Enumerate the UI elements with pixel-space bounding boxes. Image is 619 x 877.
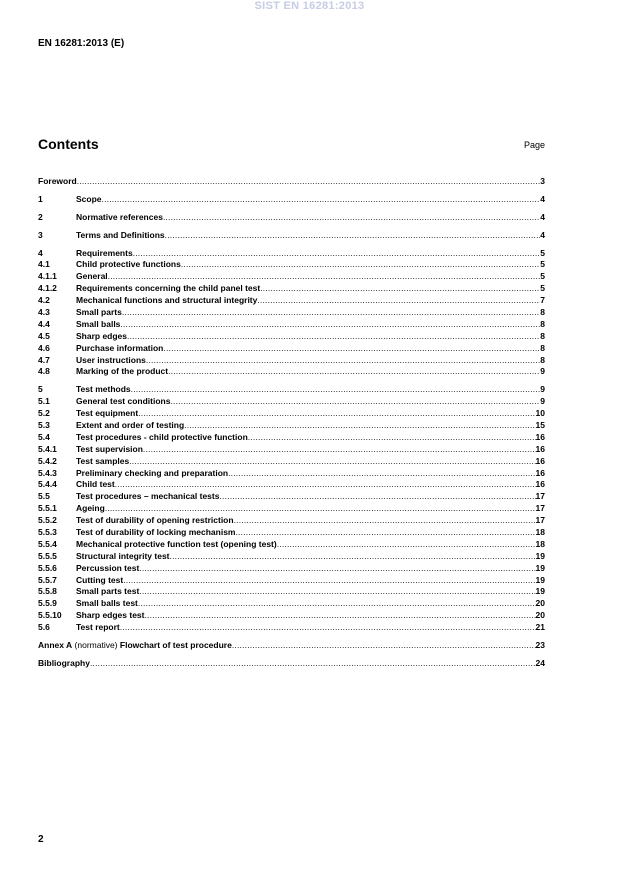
toc-leader (248, 432, 536, 444)
toc-entry-title: Test procedures – mechanical tests (76, 491, 220, 502)
toc-entry-number: 3 (38, 229, 43, 240)
toc-entry-page: 5 (540, 283, 545, 294)
toc-entry-title: Preliminary checking and preparation (76, 467, 229, 478)
toc-entry-number: 5.2 (38, 408, 50, 419)
toc-entry[interactable] (38, 456, 545, 468)
toc-entry-title: Test of durability of opening restriction (76, 515, 234, 526)
toc-entry-page: 16 (535, 479, 545, 490)
toc-entry-number: 4.2 (38, 295, 50, 306)
toc-entry-title: Structural integrity test (76, 550, 170, 561)
toc-entry[interactable] (38, 194, 545, 206)
toc-entry-page: 9 (540, 384, 545, 395)
toc-entry-page: 16 (535, 431, 545, 442)
toc-leader (257, 295, 540, 307)
toc-entry-number: 5 (38, 384, 43, 395)
toc-entry[interactable] (38, 295, 545, 307)
toc-entry-page: 4 (540, 229, 545, 240)
toc-entry-number: 4.1 (38, 259, 50, 270)
toc-leader (129, 456, 535, 468)
toc-entry[interactable] (38, 587, 545, 599)
toc-entry-title: Test equipment (76, 408, 139, 419)
toc-entry[interactable] (38, 319, 545, 331)
toc-entry-title: Small parts (76, 307, 122, 317)
toc-leader (120, 622, 536, 634)
toc-leader (108, 271, 541, 283)
toc-leader (102, 194, 541, 206)
toc-leader (105, 503, 536, 515)
toc-entry-title: Purchase information (76, 342, 164, 353)
toc-entry-number: 1 (38, 193, 43, 204)
toc-entry-annex-a[interactable] (38, 640, 545, 652)
toc-entry-title: Test samples (76, 455, 130, 466)
toc-entry-page: 5 (540, 247, 545, 258)
toc-entry-number: 5.5.4 (38, 538, 57, 549)
toc-entry[interactable] (38, 444, 545, 456)
toc-entry[interactable] (38, 432, 545, 444)
toc-entry-page: 8 (540, 318, 545, 329)
toc-entry[interactable] (38, 259, 545, 271)
toc-entry-page: 7 (540, 295, 545, 306)
toc-entry-page: 20 (535, 598, 545, 609)
toc-leader (232, 640, 536, 652)
toc-entry-number: 5.3 (38, 420, 50, 431)
toc-entry[interactable] (38, 575, 545, 587)
toc-leader (133, 248, 541, 260)
toc-leader (90, 658, 536, 670)
toc-entry-page: 5 (540, 259, 545, 270)
toc-entry[interactable] (38, 515, 545, 527)
toc-entry-number: 5.4.4 (38, 479, 57, 490)
toc-entry-page: 24 (535, 657, 545, 668)
toc-leader (145, 610, 536, 622)
contents-title: Contents (38, 136, 99, 152)
toc-entry-number: 4.3 (38, 307, 50, 317)
toc-entry-number: 4.7 (38, 354, 50, 365)
toc-entry-title: Marking of the product (76, 366, 169, 377)
toc-entry-title: Test procedures - child protective function (76, 431, 248, 442)
toc-entry-page: 9 (540, 366, 545, 377)
toc-entry-number: 4.4 (38, 318, 50, 329)
toc-leader (168, 366, 540, 378)
toc-entry[interactable] (38, 551, 545, 563)
toc-entry-page: 4 (540, 193, 545, 204)
toc-entry-title: Small balls test (76, 598, 138, 609)
toc-leader (170, 396, 540, 408)
toc-entry[interactable] (38, 408, 545, 420)
toc-entry-number: 4.6 (38, 342, 50, 353)
toc-entry[interactable] (38, 420, 545, 432)
toc-leader (122, 307, 540, 319)
toc-leader (143, 444, 536, 456)
toc-entry[interactable] (38, 622, 545, 634)
toc-entry-title: Bibliography (38, 657, 90, 668)
toc-entry[interactable] (38, 384, 545, 396)
toc-entry-page: 15 (535, 420, 545, 431)
toc-leader (120, 319, 540, 331)
toc-entry-title: Annex A (normative) Flowchart of test procedure (38, 640, 232, 651)
toc-leader (163, 343, 540, 355)
watermark: SIST EN 16281:2013 (254, 0, 365, 12)
toc-leader (170, 551, 536, 563)
toc-entry[interactable] (38, 479, 545, 491)
toc-leader (123, 575, 535, 587)
toc-entry-number: 5.5.8 (38, 586, 57, 597)
toc-entry[interactable] (38, 343, 545, 355)
toc-entry-number: 5.5.3 (38, 527, 57, 538)
toc-entry-number: 2 (38, 211, 43, 222)
toc-leader (219, 491, 535, 503)
toc-entry-number: 4.1.1 (38, 271, 57, 282)
toc-entry-number: 5.5 (38, 491, 50, 502)
toc-entry-title: Ageing (76, 503, 105, 514)
toc-entry-number: 4.1.2 (38, 283, 57, 294)
toc-entry-page: 10 (535, 408, 545, 419)
toc-entry-page: 17 (535, 491, 545, 502)
document-id: EN 16281:2013 (E) (38, 38, 125, 49)
toc-entry-title: Test report (76, 622, 120, 633)
toc-entry-title: Child protective functions (76, 259, 181, 270)
toc-entry-page: 8 (540, 342, 545, 353)
toc-entry-title: Requirements concerning the child panel test (76, 283, 261, 294)
toc-entry[interactable] (38, 503, 545, 515)
toc-entry-number: 4.5 (38, 330, 50, 341)
toc-entry-number: 5.4.2 (38, 455, 57, 466)
toc-entry-title: Test supervision (76, 443, 143, 454)
toc-entry[interactable] (38, 283, 545, 295)
toc-entry-number: 5.4.3 (38, 467, 57, 478)
toc-entry[interactable] (38, 610, 545, 622)
toc-entry-title: Cutting test (76, 574, 124, 585)
toc-entry-page: 5 (540, 271, 545, 282)
toc-leader (235, 527, 535, 539)
toc-entry-number: 5.5.1 (38, 503, 57, 514)
toc-entry-page: 16 (535, 455, 545, 466)
toc-entry[interactable] (38, 307, 545, 319)
toc-entry-page: 8 (540, 307, 545, 317)
toc-entry-page: 16 (535, 443, 545, 454)
toc-entry-page: 23 (535, 640, 545, 651)
toc-leader (234, 515, 536, 527)
toc-entry-page: 4 (540, 211, 545, 222)
toc-leader (277, 539, 536, 551)
toc-leader (127, 331, 540, 343)
toc-leader (138, 408, 535, 420)
toc-leader (165, 230, 541, 242)
toc-entry-title: Terms and Definitions (76, 229, 165, 240)
toc-entry-title: Mechanical protective function test (opening test) (76, 538, 277, 549)
page-number: 2 (38, 834, 44, 845)
toc-leader (139, 586, 535, 598)
toc-entry-title: Test of durability of locking mechanism (76, 527, 236, 538)
toc-entry-number: 5.5.7 (38, 574, 57, 585)
toc-entry[interactable] (38, 468, 545, 480)
toc-entry[interactable] (38, 491, 545, 503)
toc-entry-title: Normative references (76, 211, 163, 222)
toc-entry[interactable] (38, 248, 545, 260)
toc-entry-page: 19 (535, 550, 545, 561)
toc-leader (138, 598, 536, 610)
toc-entry[interactable] (38, 355, 545, 367)
toc-entry-number: 5.5.9 (38, 598, 57, 609)
toc-entry-page: 18 (535, 527, 545, 538)
toc-entry-title: Sharp edges (76, 330, 128, 341)
toc-entry[interactable] (38, 230, 545, 242)
toc-entry[interactable] (38, 539, 545, 551)
toc-leader (163, 212, 540, 224)
toc-entry-number: 5.5.6 (38, 562, 57, 573)
toc-entry-page: 20 (535, 610, 545, 621)
toc-entry-page: 9 (540, 396, 545, 407)
toc-entry-page: 19 (535, 574, 545, 585)
toc-entry-page: 17 (535, 503, 545, 514)
toc-entry[interactable] (38, 598, 545, 610)
toc-leader (181, 259, 540, 271)
toc-entry-page: 8 (540, 330, 545, 341)
toc-entry-title: Mechanical functions and structural integrity (76, 295, 258, 306)
toc-entry-number: 4 (38, 247, 43, 258)
toc-entry[interactable] (38, 396, 545, 408)
toc-entry-title: Small balls (76, 318, 121, 329)
toc-entry-number: 5.4.1 (38, 443, 57, 454)
toc-leader (139, 563, 535, 575)
page-column-label: Page (523, 140, 545, 150)
toc-leader (115, 479, 536, 491)
toc-entry-page: 18 (535, 538, 545, 549)
toc-entry[interactable] (38, 212, 545, 224)
toc-entry-title: Child test (76, 479, 115, 490)
toc-entry-title: Sharp edges test (76, 610, 145, 621)
toc-entry-title: Foreword (38, 175, 77, 186)
toc-leader (228, 468, 535, 480)
toc-entry[interactable] (38, 176, 545, 188)
toc-entry-page: 19 (535, 562, 545, 573)
toc-entry[interactable] (38, 366, 545, 378)
toc-entry-number: 4.8 (38, 366, 50, 377)
toc-entry-title: General test conditions (76, 396, 171, 407)
toc-entry[interactable] (38, 271, 545, 283)
toc-leader (131, 384, 541, 396)
toc-entry-number: 5.4 (38, 431, 50, 442)
table-of-contents (38, 176, 545, 670)
toc-entry-page: 16 (535, 467, 545, 478)
toc-entry-number: 5.5.2 (38, 515, 57, 526)
toc-entry-title: Percussion test (76, 562, 140, 573)
toc-leader (260, 283, 540, 295)
toc-leader (184, 420, 535, 432)
toc-leader (146, 355, 540, 367)
toc-entry-page: 8 (540, 354, 545, 365)
toc-entry[interactable] (38, 331, 545, 343)
toc-entry-number: 5.1 (38, 396, 50, 407)
toc-entry-page: 3 (540, 175, 545, 186)
toc-entry[interactable] (38, 563, 545, 575)
toc-entry-page: 19 (535, 586, 545, 597)
toc-entry-bibliography[interactable] (38, 658, 545, 670)
toc-entry-page: 17 (535, 515, 545, 526)
toc-entry-title: Small parts test (76, 586, 140, 597)
toc-entry-title: Requirements (76, 247, 133, 258)
toc-entry-title: Extent and order of testing (76, 420, 185, 431)
toc-entry-title: Scope (76, 193, 102, 204)
toc-entry-number: 5.5.5 (38, 550, 57, 561)
toc-entry-title: User instructions (76, 354, 146, 365)
toc-entry[interactable] (38, 527, 545, 539)
toc-leader (77, 176, 541, 188)
toc-entry-number: 5.5.10 (38, 610, 62, 621)
toc-entry-page: 21 (535, 622, 545, 633)
toc-entry-title: Test methods (76, 384, 131, 395)
toc-entry-number: 5.6 (38, 622, 50, 633)
toc-entry-title: General (76, 271, 108, 282)
